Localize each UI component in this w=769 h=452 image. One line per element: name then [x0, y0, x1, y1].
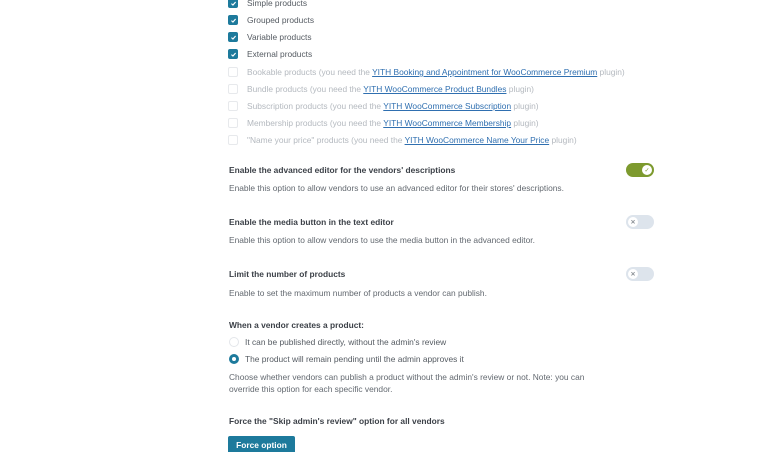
media-button-description: Enable this option to allow vendors to use the media button in the advanced editor. [229, 235, 535, 245]
checkbox-label [247, 101, 539, 111]
checkbox-name-your-price-products [228, 133, 577, 147]
checkbox-bundle-products [228, 82, 534, 96]
label-prefix: Membership products (you need the [247, 118, 384, 128]
checkbox-checked-icon[interactable] [228, 15, 238, 25]
label-suffix: plugin) [549, 135, 577, 145]
plugin-link-name-your-price[interactable]: YITH WooCommerce Name Your Price [404, 135, 550, 145]
vendor-creates-title: When a vendor creates a product: [229, 320, 364, 330]
checkbox-bookable-products [228, 65, 625, 79]
checkbox-checked-icon[interactable] [228, 32, 238, 42]
label-suffix: plugin) [511, 101, 539, 111]
checkbox-membership-products [228, 116, 539, 130]
checkbox-checked-icon[interactable] [228, 0, 238, 8]
force-skip-title: Force the "Skip admin's review" option for all vendors [229, 416, 445, 426]
label-suffix: plugin) [597, 67, 625, 77]
limit-products-toggle[interactable] [626, 267, 654, 281]
plugin-link-booking[interactable]: YITH Booking and Appointment for WooCommerce Premium [372, 67, 598, 77]
limit-products-description: Enable to set the maximum number of products a vendor can publish. [229, 288, 487, 298]
radio-unselected-icon[interactable] [229, 337, 239, 347]
label-prefix: Bookable products (you need the [247, 67, 373, 77]
checkbox-label: Grouped products [247, 15, 315, 25]
check-icon: ✓ [642, 165, 652, 175]
plugin-link-subscription[interactable]: YITH WooCommerce Subscription [383, 101, 512, 111]
checkbox-label: Variable products [247, 32, 312, 42]
checkbox-disabled-icon [228, 135, 238, 145]
advanced-editor-description: Enable this option to allow vendors to use an advanced editor for their stores' descriptions. [229, 183, 564, 193]
limit-products-title: Limit the number of products [229, 269, 346, 279]
label-prefix: Bundle products (you need the [247, 84, 364, 94]
advanced-editor-title: Enable the advanced editor for the vendors' descriptions [229, 165, 456, 175]
checkbox-label: Simple products [247, 0, 308, 8]
checkbox-variable-products[interactable] [228, 30, 312, 44]
checkbox-label [247, 118, 539, 128]
checkbox-external-products[interactable] [228, 47, 312, 61]
radio-publish-directly[interactable] [229, 335, 446, 348]
advanced-editor-toggle[interactable] [626, 163, 654, 177]
media-button-toggle[interactable] [626, 215, 654, 229]
checkbox-checked-icon[interactable] [228, 49, 238, 59]
label-suffix: plugin) [511, 118, 539, 128]
label-prefix: Subscription products (you need the [247, 101, 384, 111]
checkbox-label [247, 84, 534, 94]
checkbox-subscription-products [228, 99, 539, 113]
plugin-link-membership[interactable]: YITH WooCommerce Membership [383, 118, 512, 128]
checkbox-grouped-products[interactable] [228, 13, 314, 27]
checkbox-disabled-icon [228, 101, 238, 111]
radio-remain-pending[interactable] [229, 352, 464, 365]
x-icon: ✕ [628, 269, 638, 279]
checkbox-disabled-icon [228, 118, 238, 128]
x-icon: ✕ [628, 217, 638, 227]
checkbox-simple-products[interactable] [228, 0, 307, 10]
media-button-title: Enable the media button in the text editor [229, 217, 394, 227]
vendor-creates-description-line1: Choose whether vendors can publish a product without the admin's review or not. Note: you can [229, 372, 585, 382]
vendor-creates-description-line2: override this option for each specific vendor. [229, 384, 393, 394]
checkbox-label [247, 135, 577, 145]
radio-label: It can be published directly, without the admin's review [245, 336, 447, 347]
checkbox-label: External products [247, 49, 313, 59]
checkbox-disabled-icon [228, 84, 238, 94]
checkbox-label [247, 67, 625, 77]
label-suffix: plugin) [506, 84, 534, 94]
force-option-button[interactable]: Force option [228, 436, 295, 452]
radio-selected-icon[interactable] [229, 354, 239, 364]
radio-label: The product will remain pending until the admin approves it [245, 353, 464, 364]
plugin-link-bundles[interactable]: YITH WooCommerce Product Bundles [363, 84, 507, 94]
checkbox-disabled-icon [228, 67, 238, 77]
label-prefix: "Name your price" products (you need the [247, 135, 405, 145]
